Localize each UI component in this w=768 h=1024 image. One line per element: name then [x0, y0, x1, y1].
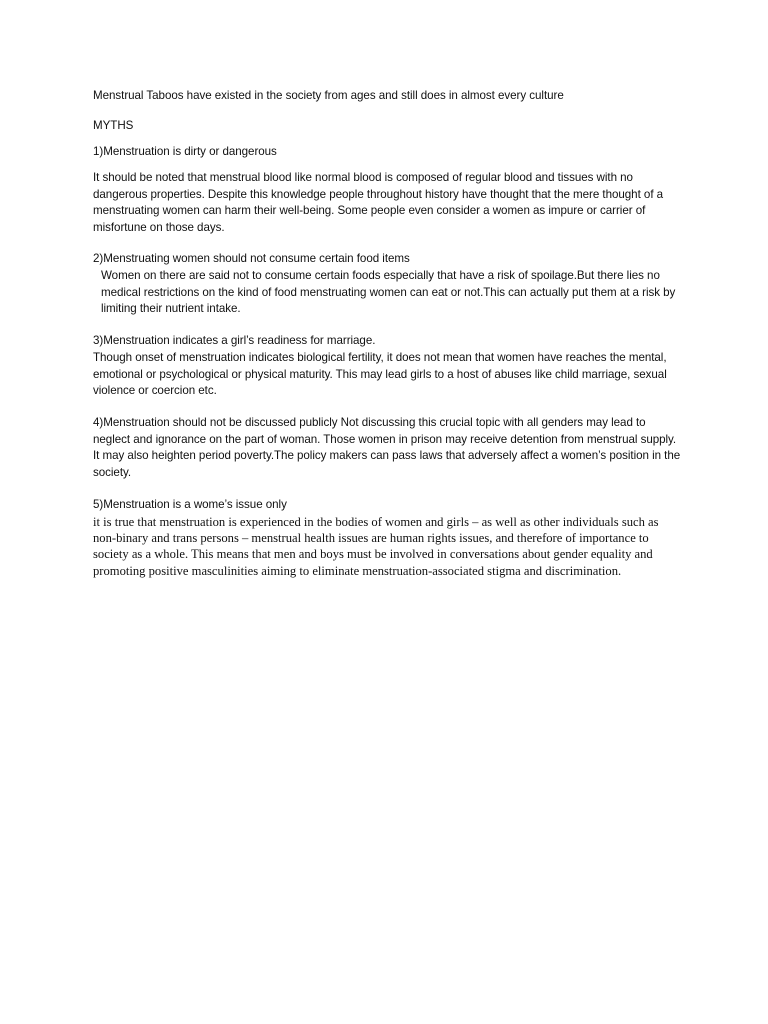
section-4-body: Not discussing this crucial topic with all genders may lead to neglect and ignorance on the part of woman. Those women in prison may receive detention from menstrual supply. It may also heighten period poverty.The policy makers can pass laws that adversely affect a women’s position in the society.	[93, 416, 681, 479]
section-1-body: It should be noted that menstrual blood like normal blood is composed of regular blood and tissues with no dangerous properties. Despite this knowledge people throughout history have thought that the mere thought of a menstruating women can harm their well-being. Some people even consider a women as impure or carrier of misfortune on those days.	[93, 171, 664, 234]
section-2-body: Women on there are said not to consume certain foods especially that have a risk of spoilage.But there lies no medical restrictions on the kind of food menstruating women can eat or not.This can actually put them at a risk by limiting their nutrient intake.	[101, 269, 676, 315]
section-3-heading: 3)Menstruation indicates a girl’s readiness for marriage.	[93, 334, 376, 347]
section-4-heading: 4)Menstruation should not be discussed publicly	[93, 416, 338, 429]
section-2-heading: 2)Menstruating women should not consume certain food items	[93, 252, 410, 265]
intro-paragraph: Menstrual Taboos have existed in the society from ages and still does in almost every culture	[93, 89, 564, 102]
myths-heading: MYTHS	[93, 119, 134, 132]
section-1-heading: 1)Menstruation is dirty or dangerous	[93, 145, 277, 158]
section-3-body: Though onset of menstruation indicates biological fertility, it does not mean that women have reaches the mental, emotional or psychological or physical maturity. This may lead girls to a host of abuses like child marriage, sexual violence or coercion etc.	[93, 351, 667, 397]
section-5-body: it is true that menstruation is experienced in the bodies of women and girls – as well as other individuals such as non-binary and trans persons – menstrual health issues are human rights issues, and therefore of importance to society as a whole. This means that men and boys must be involved in conversations about gender equality and promoting positive masculinities aiming to eliminate menstruation-associated stigma and discrimination.	[93, 515, 659, 578]
section-4-paragraph	[93, 415, 683, 481]
section-5-heading: 5)Menstruation is a wome’s issue only	[93, 498, 287, 511]
